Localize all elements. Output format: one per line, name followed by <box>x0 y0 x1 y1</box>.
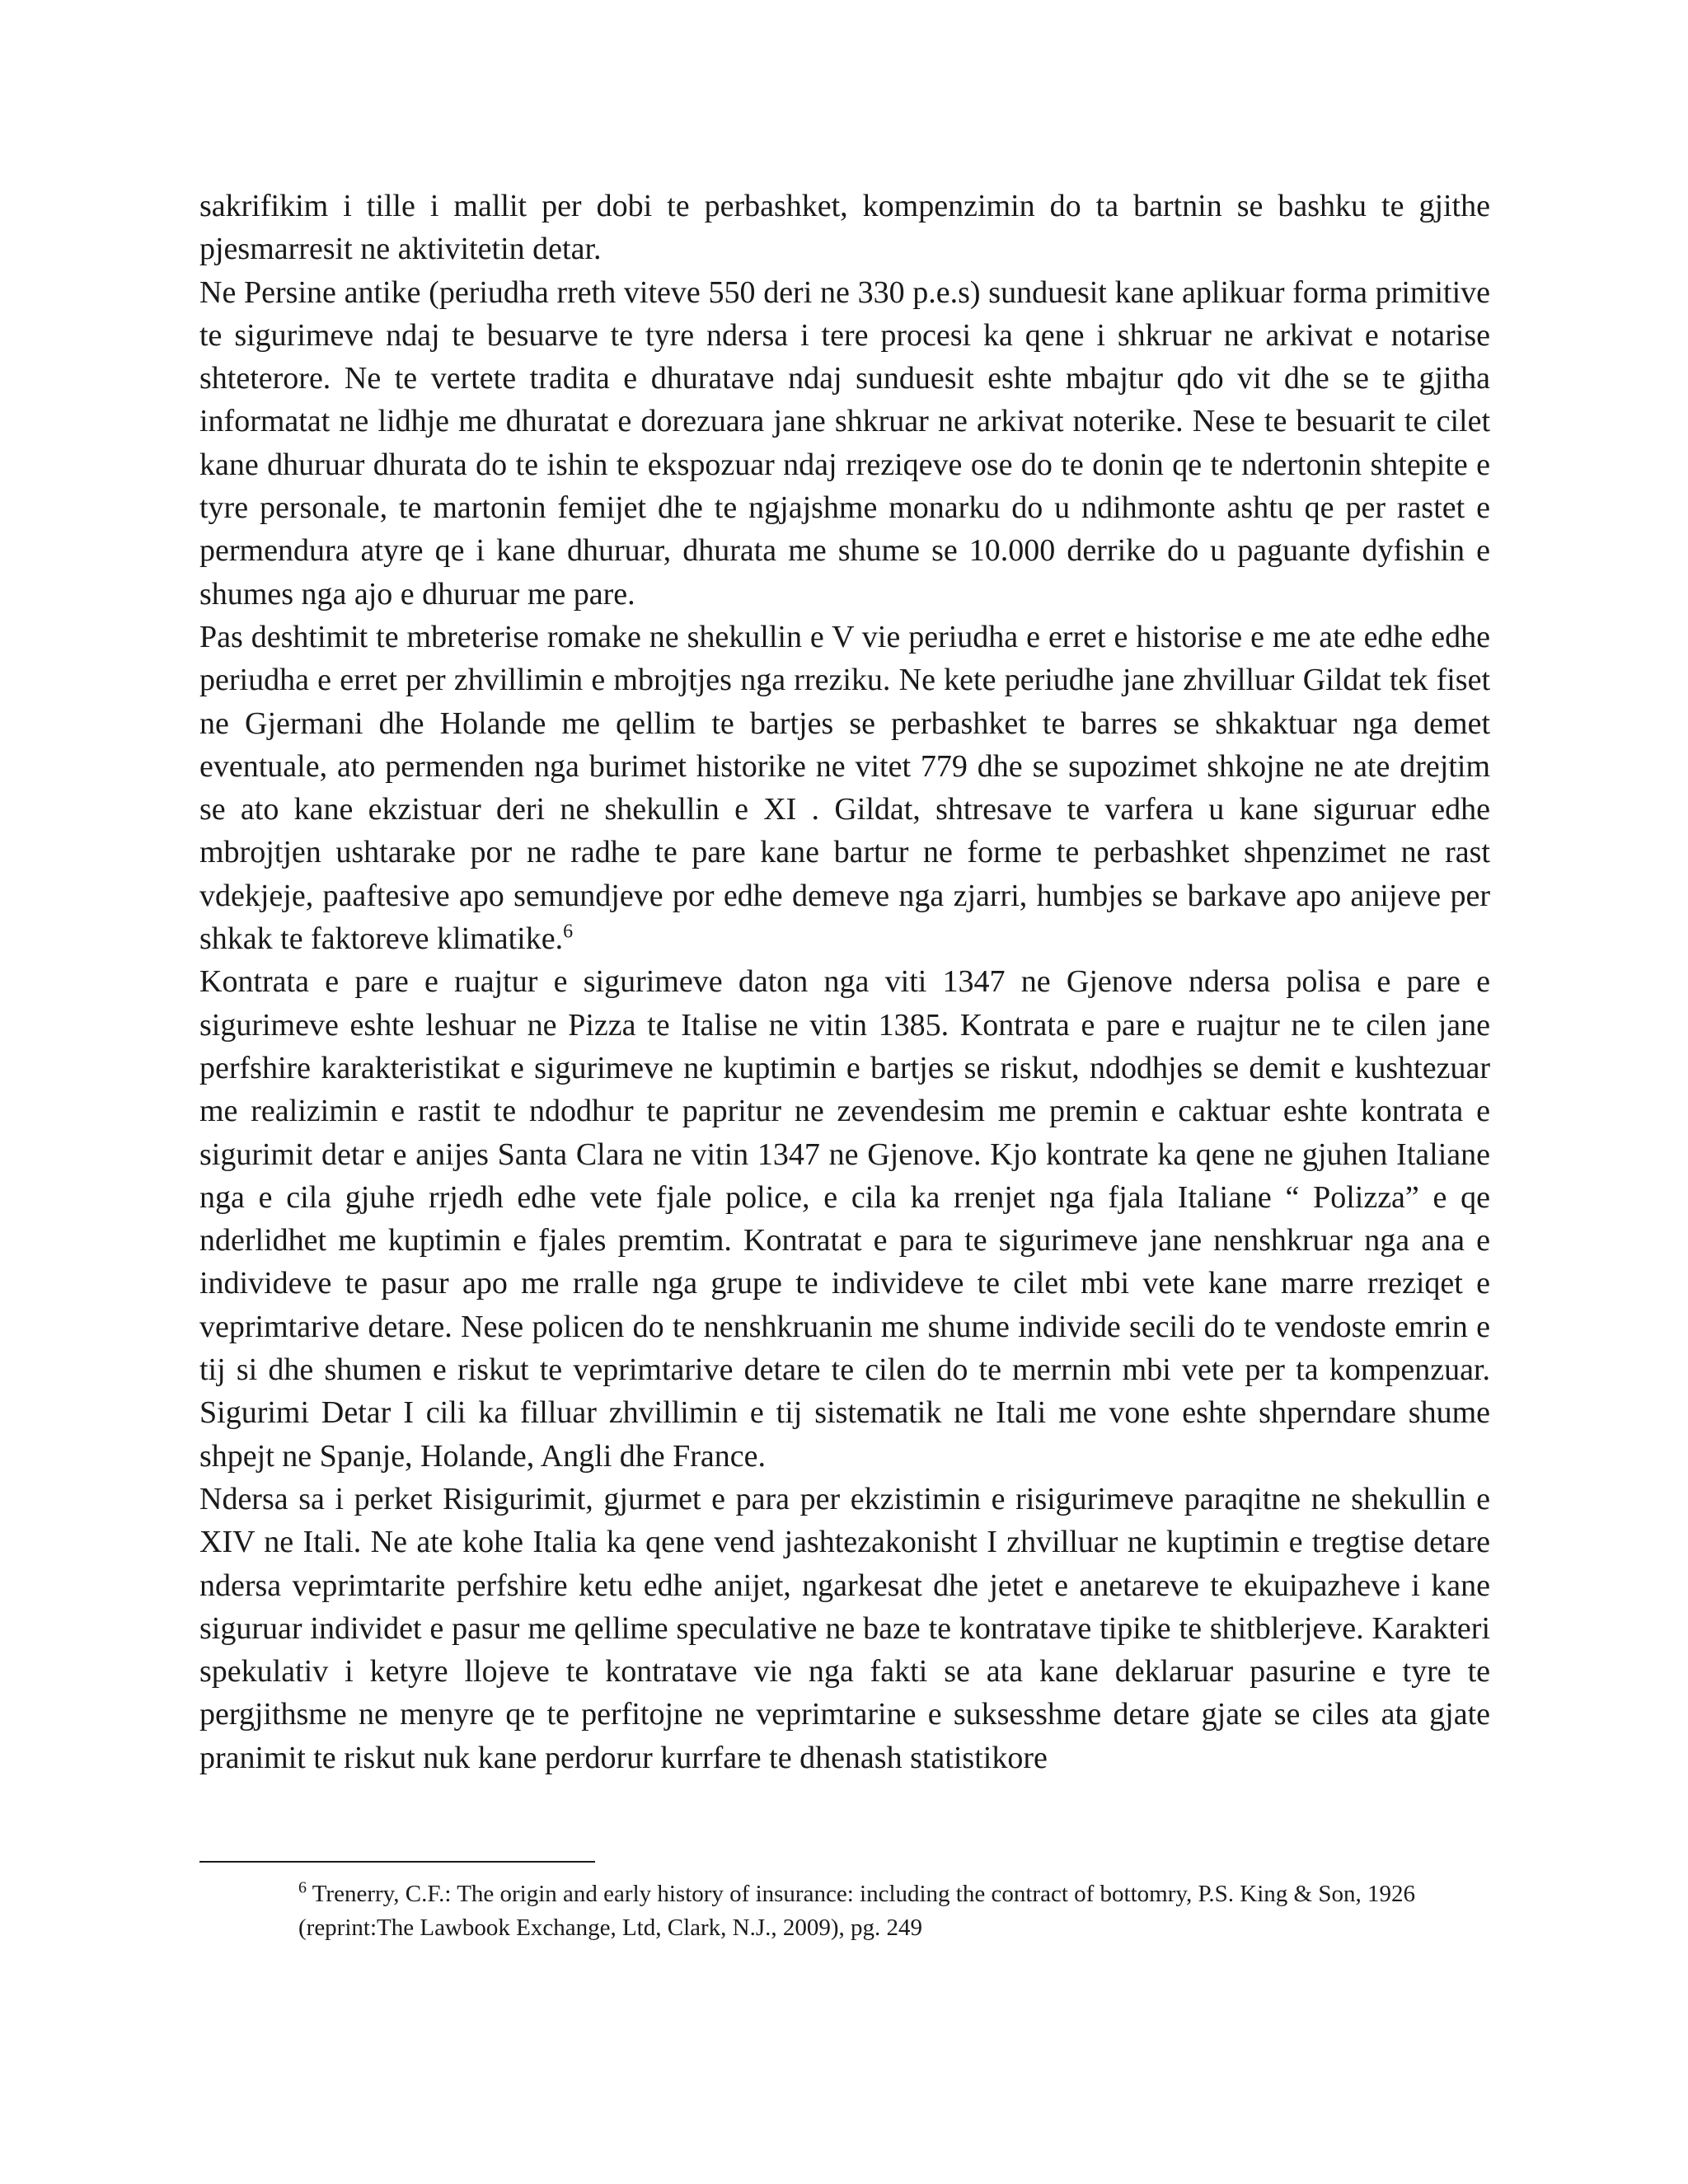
body-text <box>199 185 1490 1779</box>
paragraph-2: Ne Persine antike (periudha rreth viteve 550 deri ne 330 p.e.s) sunduesit kane aplikuar forma primitive te sigurimeve ndaj te besuarve te tyre ndersa i tere procesi ka qene i shkruar ne arkivat e notarise shteterore. Ne te vertete tradita e dhuratave ndaj sunduesit eshte mbajtur qdo vit dhe se te gjitha informatat ne lidhje me dhuratat e dorezuara jane shkruar ne arkivat noterike. Nese te besuarit te cilet kane dhuruar dhurata do te ishin te ekspozuar ndaj rreziqeve ose do te donin qe te ndertonin shtepite e tyre personale, te martonin femijet dhe te ngjajshme monarku do u ndihmonte ashtu qe per rastet e permendura atyre qe i kane dhuruar, dhurata me shume se 10.000 derrike do u paguante dyfishin e shumes nga ajo e dhuruar me pare. <box>199 274 1490 612</box>
footnote <box>298 1877 1436 1945</box>
paragraph-1: sakrifikim i tille i mallit per dobi te perbashket, kompenzimin do ta bartnin se bashku te gjithe pjesmarresit ne aktivitetin detar. <box>199 189 1490 267</box>
footnote-number: 6 <box>298 1878 307 1897</box>
footnote-separator <box>199 1861 595 1863</box>
paragraph-3 <box>199 616 1490 960</box>
paragraph-4: Kontrata e pare e ruajtur e sigurimeve daton nga viti 1347 ne Gjenove ndersa polisa e pare e sigurimeve eshte leshuar ne Pizza te Italise ne vitin 1385. Kontrata e pare e ruajtur ne te cilen jane perfshire karakteristikat e sigurimeve ne kuptimin e bartjes se riskut, ndodhjes se demit e kushtezuar me realizimin e rastit te ndodhur te papritur ne zevendesim me premin e caktuar eshte kontrata e sigurimit detar e anijes Santa Clara ne vitin 1347 ne Gjenove. Kjo kontrate ka qene ne gjuhen Italiane nga e cila gjuhe rrjedh edhe vete fjale police, e cila ka rrenjet nga fjala Italiane “ Polizza” e qe nderlidhet me kuptimin e fjales premtim. Kontratat e para te sigurimeve jane nenshkruar nga ana e individeve te pasur apo me rralle nga grupe te individeve te cilet mbi vete kane marre rreziqet e veprimtarive detare. Nese policen do te nenshkruanin me shume individe secili do te vendoste emrin e tij si dhe shumen e riskut te veprimtarive detare te cilen do te merrnin mbi vete per ta kompenzuar. Sigurimi Detar I cili ka filluar zhvillimin e tij sistematik ne Itali me vone eshte shperndare shume shpejt ne Spanje, Holande, Angli dhe France. <box>199 964 1490 1474</box>
footnote-reference[interactable]: 6 <box>563 921 574 943</box>
footnote-text: Trenerry, C.F.: The origin and early history of insurance: including the contract of bottomry, P.S. King & Son, 1926 (reprint:The Lawbook Exchange, Ltd, Clark, N.J., 2009), pg. 249 <box>298 1881 1415 1941</box>
paragraph-5: Ndersa sa i perket Risigurimit, gjurmet e para per ekzistimin e risigurimeve paraqitne ne shekullin e XIV ne Itali. Ne ate kohe Italia ka qene vend jashtezakonisht I zhvilluar ne kuptimin e tregtise detare ndersa veprimtarite perfshire ketu edhe anijet, ngarkesat dhe jetet e anetareve te ekuipazheve i kane siguruar individet e pasur me qellime speculative ne baze te kontratave tipike te shitblerjeve. Karakteri spekulativ i ketyre llojeve te kontratave vie nga fakti se ata kane deklaruar pasurine e tyre te pergjithsme ne menyre qe te perfitojne ne veprimtarine e suksesshme detare gjate se ciles ata gjate pranimit te riskut nuk kane perdorur kurrfare te dhenash statistikore <box>199 1481 1490 1775</box>
paragraph-3-text: Pas deshtimit te mbreterise romake ne shekullin e V vie periudha e erret e historise e me ate edhe edhe periudha e erret per zhvillimin e mbrojtjes nga rreziku. Ne kete periudhe jane zhvilluar Gildat tek fiset ne Gjermani dhe Holande me qellim te bartjes se perbashket te barres se shkaktuar nga demet eventuale, ato permenden nga burimet historike ne vitet 779 dhe se supozimet shkojne ne ate drejtim se ato kane ekzistuar deri ne shekullin e XI . Gildat, shtresave te varfera u kane siguruar edhe mbrojtjen ushtarake por ne radhe te pare kane bartur ne forme te perbashket shpenzimet ne rast vdekjeje, paaftesive apo semundjeve por edhe demeve nga zjarri, humbjes se barkave apo anijeve per shkak te faktoreve klimatike. <box>199 619 1490 957</box>
